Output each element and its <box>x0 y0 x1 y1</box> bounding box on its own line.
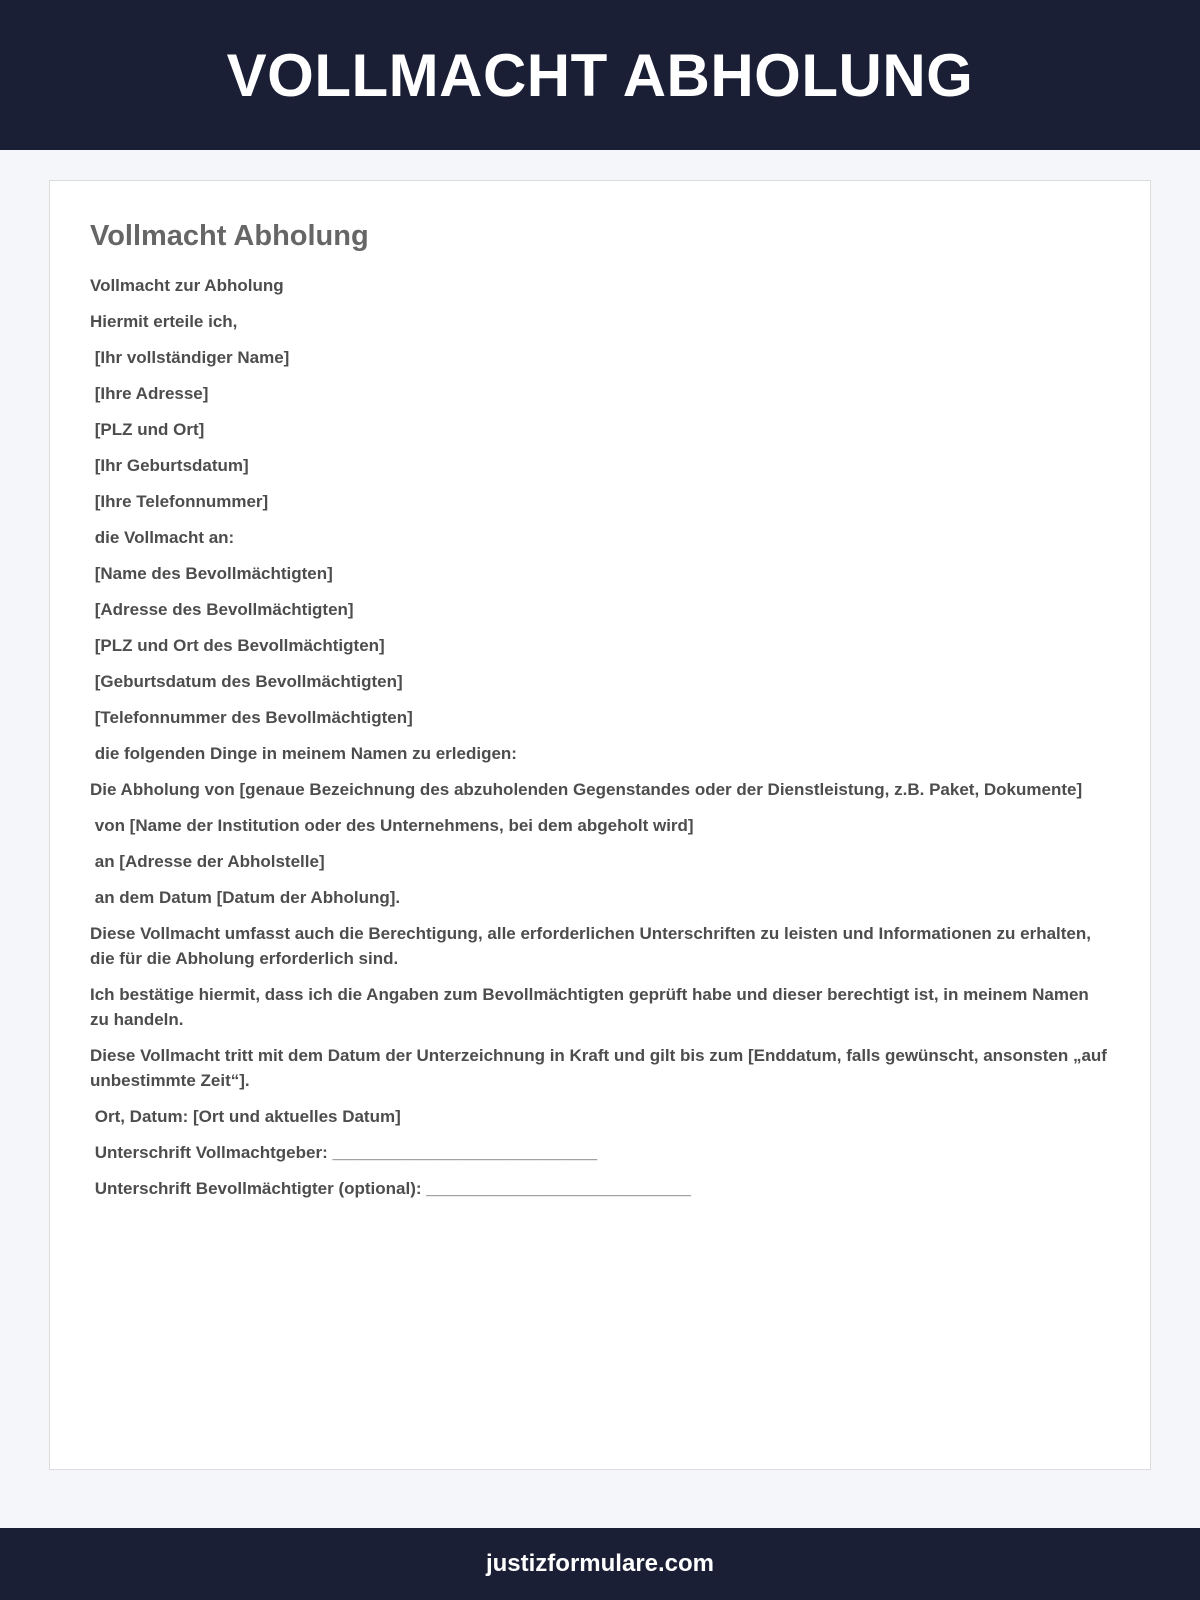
document-paragraph: [Adresse des Bevollmächtigten] <box>90 600 354 620</box>
document-title: Vollmacht Abholung <box>90 220 369 252</box>
document-paragraph: [Telefonnummer des Bevollmächtigten] <box>90 708 413 728</box>
page-header <box>0 0 1200 150</box>
page-footer <box>0 1528 1200 1600</box>
document-paragraph: [PLZ und Ort des Bevollmächtigten] <box>90 636 385 656</box>
document-paragraph: [Name des Bevollmächtigten] <box>90 564 333 584</box>
content-area <box>0 150 1200 1528</box>
document-paragraph: Hiermit erteile ich, <box>90 312 238 332</box>
document-paragraph: die folgenden Dinge in meinem Namen zu erledigen: <box>90 744 517 764</box>
document-paragraph: an [Adresse der Abholstelle] <box>90 852 325 872</box>
document-paragraph: die Vollmacht an: <box>90 528 235 548</box>
signature-line-principal: Unterschrift Vollmachtgeber: ____________________________ <box>90 1143 598 1163</box>
document-paragraph: Vollmacht zur Abholung <box>90 276 284 296</box>
document-paragraph: [Ihre Telefonnummer] <box>90 492 269 512</box>
document-paragraph: [Ihr vollständiger Name] <box>90 348 290 368</box>
document-paragraph: von [Name der Institution oder des Unternehmens, bei dem abgeholt wird] <box>90 816 694 836</box>
document-paragraph: an dem Datum [Datum der Abholung]. <box>90 888 401 908</box>
document-paragraph: Diese Vollmacht umfasst auch die Berechtigung, alle erforderlichen Unterschriften zu leisten und Informationen zu erhalten, die für die Abholung erforderlich sind. <box>90 924 1096 969</box>
document-paragraph: Die Abholung von [genaue Bezeichnung des abzuholenden Gegenstandes oder der Dienstleistung, z.B. Paket, Dokumente] <box>90 780 1083 800</box>
signature-line-agent: Unterschrift Bevollmächtigter (optional): ____________________________ <box>90 1179 691 1199</box>
page-title: VOLLMACHT ABHOLUNG <box>226 41 974 109</box>
document-paragraph: Ich bestätige hiermit, dass ich die Angaben zum Bevollmächtigten geprüft habe und dieser berechtigt ist, in meinem Namen zu handeln. <box>90 985 1094 1030</box>
document-paragraph: Ort, Datum: [Ort und aktuelles Datum] <box>90 1107 401 1127</box>
document-paragraph: [Ihr Geburtsdatum] <box>90 456 249 476</box>
document-paragraph: [Ihre Adresse] <box>90 384 209 404</box>
document-card <box>49 180 1151 1470</box>
document-paragraph: [PLZ und Ort] <box>90 420 205 440</box>
document-paragraph: Diese Vollmacht tritt mit dem Datum der Unterzeichnung in Kraft und gilt bis zum [Enddatum, falls gewünscht, ansonsten „auf unbestimmte Zeit“]. <box>90 1046 1112 1091</box>
footer-site-name: justizformulare.com <box>485 1550 715 1577</box>
document-paragraph: [Geburtsdatum des Bevollmächtigten] <box>90 672 403 692</box>
